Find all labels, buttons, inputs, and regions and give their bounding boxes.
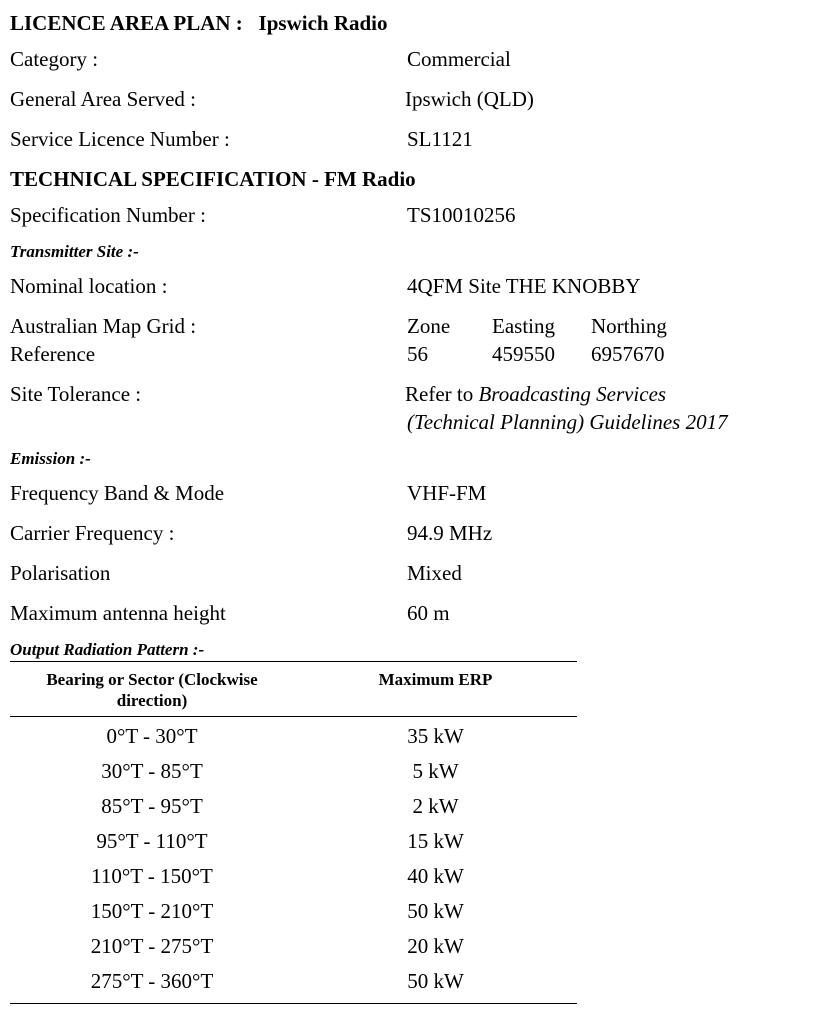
area-served-label: General Area Served : xyxy=(10,87,196,111)
frequency-band-value: VHF-FM xyxy=(407,481,487,505)
table-row xyxy=(10,789,577,824)
nominal-location-value: 4QFM Site THE KNOBBY xyxy=(407,274,641,298)
licence-number-value: SL1121 xyxy=(407,127,473,151)
transmitter-site-heading: Transmitter Site :- xyxy=(10,242,139,261)
bearing-column-header xyxy=(10,669,294,711)
erp-cell: 35 kW xyxy=(407,724,464,748)
northing-label: Northing xyxy=(591,314,667,338)
nominal-location-label: Nominal location : xyxy=(10,274,168,298)
erp-cell: 5 kW xyxy=(412,759,459,783)
northing-value: 6957670 xyxy=(591,342,665,366)
bearing-cell: 85°T - 95°T xyxy=(101,794,203,818)
radiation-pattern-table xyxy=(10,661,577,1004)
spec-number-label: Specification Number : xyxy=(10,203,206,227)
area-served-value: Ipswich (QLD) xyxy=(405,87,534,111)
erp-cell: 50 kW xyxy=(407,969,464,993)
table-row xyxy=(10,824,577,859)
technical-spec-heading: TECHNICAL SPECIFICATION - FM Radio xyxy=(10,167,416,191)
bearing-cell: 0°T - 30°T xyxy=(106,724,198,748)
page-title-value: Ipswich Radio xyxy=(258,11,388,35)
antenna-height-value: 60 m xyxy=(407,601,450,625)
site-tolerance-document: Broadcasting Services xyxy=(478,382,667,406)
carrier-frequency-label: Carrier Frequency : xyxy=(10,521,175,545)
polarisation-label: Polarisation xyxy=(10,561,111,585)
licence-number-label: Service Licence Number : xyxy=(10,127,230,151)
category-value: Commercial xyxy=(407,47,511,71)
bearing-cell: 30°T - 85°T xyxy=(101,759,203,783)
spec-number-value: TS10010256 xyxy=(407,203,516,227)
table-row xyxy=(10,754,577,789)
bearing-cell: 150°T - 210°T xyxy=(90,899,214,923)
table-body xyxy=(10,719,577,1003)
table-row xyxy=(10,929,577,964)
frequency-band-label: Frequency Band & Mode xyxy=(10,481,225,505)
table-row xyxy=(10,964,577,999)
erp-cell: 40 kW xyxy=(407,864,464,888)
site-tolerance-value xyxy=(405,382,666,406)
site-tolerance-label: Site Tolerance : xyxy=(10,382,142,406)
page-title-label: LICENCE AREA PLAN : xyxy=(10,11,243,35)
carrier-frequency-value: 94.9 MHz xyxy=(407,521,493,545)
radiation-pattern-heading: Output Radiation Pattern :- xyxy=(10,640,205,659)
bearing-cell: 210°T - 275°T xyxy=(90,934,214,958)
erp-cell: 2 kW xyxy=(412,794,459,818)
site-tolerance-prefix: Refer to xyxy=(405,382,474,406)
easting-value: 459550 xyxy=(492,342,555,366)
zone-value: 56 xyxy=(407,342,428,366)
bearing-cell: 95°T - 110°T xyxy=(96,829,208,853)
emission-heading: Emission :- xyxy=(10,449,91,468)
bearing-cell: 110°T - 150°T xyxy=(91,864,213,888)
map-grid-label: Australian Map Grid : xyxy=(10,314,197,338)
erp-cell: 20 kW xyxy=(407,934,464,958)
table-row xyxy=(10,859,577,894)
polarisation-value: Mixed xyxy=(407,561,462,585)
erp-cell: 50 kW xyxy=(407,899,464,923)
zone-label: Zone xyxy=(407,314,451,338)
site-tolerance-document-continued: (Technical Planning) Guidelines 2017 xyxy=(407,410,728,434)
map-grid-reference-label: Reference xyxy=(10,342,96,366)
table-header xyxy=(10,662,577,717)
page-title xyxy=(10,11,388,35)
erp-cell: 15 kW xyxy=(407,829,464,853)
category-label: Category : xyxy=(10,47,99,71)
easting-label: Easting xyxy=(492,314,555,338)
bearing-column-header-line-1: Bearing or Sector (Clockwise xyxy=(46,670,258,689)
table-row xyxy=(10,719,577,754)
bearing-column-header-line-2: direction) xyxy=(116,691,188,710)
erp-column-header: Maximum ERP xyxy=(378,670,493,689)
bearing-cell: 275°T - 360°T xyxy=(90,969,214,993)
table-row xyxy=(10,894,577,929)
antenna-height-label: Maximum antenna height xyxy=(10,601,226,625)
